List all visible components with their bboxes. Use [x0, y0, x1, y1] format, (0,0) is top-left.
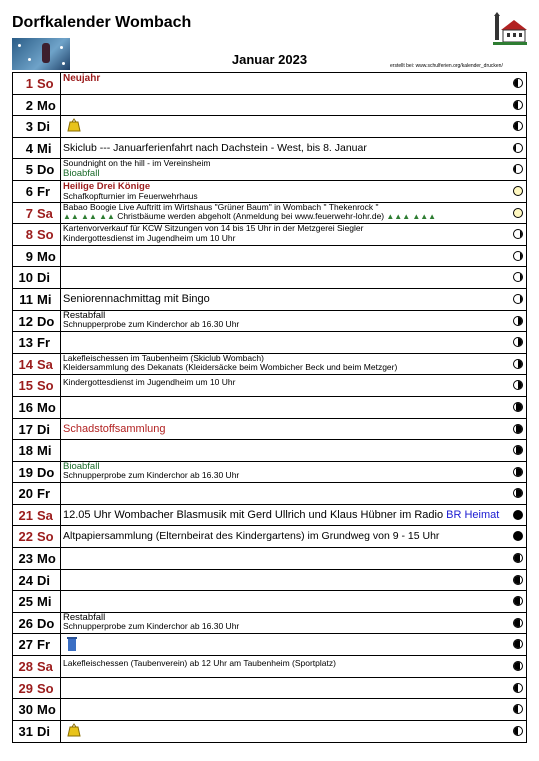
- day-events: [63, 699, 504, 720]
- moon-phase-icon: [513, 704, 523, 714]
- weekday-label: So: [35, 73, 61, 94]
- event-text: Kindergottesdienst im Jugendheim um 10 Uhr: [63, 377, 236, 388]
- event-text: Schafkopfturnier im Feuerwehrhaus: [63, 190, 198, 201]
- day-number: 23: [18, 551, 33, 567]
- calendar-day-row: [12, 721, 527, 743]
- day-events: [63, 462, 504, 483]
- event-text: Restabfall: [63, 310, 106, 321]
- moon-phase-icon: [513, 380, 523, 390]
- moon-phase-icon: [513, 294, 523, 304]
- event-text: Lakefleischessen im Taubenheim (Skiclub Wombach): [63, 353, 264, 363]
- snow-dot: [18, 44, 21, 47]
- moon-phase-icon: [513, 553, 523, 563]
- day-events: [63, 267, 504, 288]
- calendar-day-row: [12, 656, 527, 678]
- moon-phase-icon: [513, 316, 523, 326]
- event-text: Altpapiersammlung (Elternbeirat des Kindergartens) im Grundweg von 9 - 15 Uhr: [63, 530, 440, 543]
- weekday-label: So: [35, 375, 61, 396]
- day-number: 16: [18, 399, 33, 415]
- day-number: 10: [18, 270, 33, 286]
- day-number: 30: [18, 702, 33, 718]
- weekday-label: So: [35, 678, 61, 699]
- calendar-day-row: [12, 483, 527, 505]
- day-number: 15: [18, 378, 33, 394]
- weekday-label: Fr: [35, 332, 61, 353]
- weekday-label: Mi: [35, 138, 61, 159]
- calendar-day-row: [12, 311, 527, 333]
- tree-icon: ▲▲▲ ▲▲▲: [384, 212, 437, 222]
- event-text: Bioabfall: [63, 167, 100, 179]
- calendar-day-row: [12, 548, 527, 570]
- weekday-label: Do: [35, 613, 61, 634]
- day-events: [63, 721, 504, 742]
- event-text: Soundnight on the hill - im Vereinsheim: [63, 159, 211, 169]
- event-text: Bioabfall: [63, 461, 100, 472]
- event-text: Kindergottesdienst im Jugendheim um 10 Uhr: [63, 232, 236, 243]
- event-text: Skiclub --- Januarferienfahrt nach Dachstein - West, bis 8. Januar: [63, 141, 367, 154]
- moon-phase-icon: [513, 229, 523, 239]
- weekday-label: Mo: [35, 548, 61, 569]
- event-text: Restabfall: [63, 612, 106, 623]
- weekday-label: Di: [35, 721, 61, 742]
- calendar-day-row: [12, 613, 527, 635]
- calendar-day-row: [12, 267, 527, 289]
- day-events: [63, 570, 504, 591]
- calendar-day-row: [12, 634, 527, 656]
- event-text: Lakefleischessen (Taubenverein) ab 12 Uhr am Taubenheim (Sportplatz): [63, 658, 336, 669]
- day-events: [63, 548, 504, 569]
- calendar-day-row: [12, 73, 527, 95]
- day-events: [63, 613, 504, 634]
- day-events: [63, 95, 504, 116]
- calendar-day-row: [12, 116, 527, 138]
- event-text: 12.05 Uhr Wombacher Blasmusik mit Gerd Ullrich und Klaus Hübner im Radio BR Heimat: [63, 508, 500, 521]
- weekday-label: Di: [35, 419, 61, 440]
- weekday-label: Sa: [35, 354, 61, 375]
- moon-phase-icon: [513, 467, 523, 477]
- day-number: 19: [18, 464, 33, 480]
- day-events: [63, 73, 504, 94]
- event-text: Kleidersammlung des Dekanats (Kleidersäcke beim Wombicher Beck und beim Metzger): [63, 362, 398, 373]
- day-number: 25: [18, 594, 33, 610]
- weekday-label: Fr: [35, 181, 61, 202]
- moon-phase-icon: [513, 143, 523, 153]
- day-events: [63, 354, 504, 375]
- moon-phase-icon: [513, 402, 523, 412]
- radio-station-label: BR Heimat: [446, 508, 500, 521]
- moon-phase-icon: [513, 661, 523, 671]
- day-number: 27: [18, 637, 33, 653]
- calendar-day-row: [12, 699, 527, 721]
- event-text: ▲▲ ▲▲ ▲▲ Christbäume werden abgeholt (Anmeldung bei www.feuerwehr-lohr.de) ▲▲▲ ▲▲▲: [63, 211, 437, 222]
- village-logo-icon: [493, 12, 527, 46]
- calendar-day-row: [12, 332, 527, 354]
- event-text: Seniorennachmittag mit Bingo: [63, 292, 210, 305]
- day-number: 1: [25, 76, 33, 91]
- moon-phase-icon: [513, 186, 523, 196]
- day-events: [63, 483, 504, 504]
- day-number: 22: [18, 529, 33, 545]
- day-number: 24: [18, 572, 33, 588]
- day-events: [63, 311, 504, 332]
- event-text: Heilige Drei Könige: [63, 180, 151, 192]
- weekday-label: Di: [35, 116, 61, 137]
- weekday-label: Mo: [35, 397, 61, 418]
- day-events: [63, 332, 504, 353]
- moon-phase-icon: [513, 359, 523, 369]
- day-number: 12: [18, 313, 33, 329]
- moon-phase-icon: [513, 208, 523, 218]
- day-number: 29: [18, 680, 33, 696]
- calendar-day-row: [12, 397, 527, 419]
- page-title: Dorfkalender Wombach: [12, 14, 192, 31]
- moon-phase-icon: [513, 531, 523, 541]
- weekday-label: Mi: [35, 440, 61, 461]
- day-events: [63, 397, 504, 418]
- weekday-label: Sa: [35, 505, 61, 526]
- day-number: 20: [18, 486, 33, 502]
- calendar-day-row: [12, 570, 527, 592]
- day-number: 9: [25, 248, 33, 264]
- moon-phase-icon: [513, 575, 523, 585]
- event-text: Neujahr: [63, 73, 101, 84]
- weekday-label: So: [35, 224, 61, 245]
- day-number: 2: [25, 97, 33, 113]
- event-text: Kartenvorverkauf für KCW Sitzungen von 14 bis 15 Uhr in der Metzgerei Siegler: [63, 224, 364, 234]
- day-events: [63, 116, 504, 137]
- moon-phase-icon: [513, 596, 523, 606]
- moon-phase-icon: [513, 510, 523, 520]
- moon-phase-icon: [513, 445, 523, 455]
- day-events: [63, 181, 504, 202]
- day-events: [63, 138, 504, 159]
- calendar-day-row: [12, 159, 527, 181]
- day-number: 8: [25, 227, 33, 243]
- day-events: [63, 203, 504, 224]
- moon-phase-icon: [513, 164, 523, 174]
- weekday-label: Mo: [35, 699, 61, 720]
- day-events: [63, 658, 504, 677]
- credit-text: erstellt bei: www.schulferien.org/kalender_drucken/: [390, 63, 503, 69]
- day-events: [63, 246, 504, 267]
- event-text: Schnupperprobe zum Kinderchor ab 16.30 Uhr: [63, 470, 240, 481]
- day-events: [63, 634, 504, 655]
- calendar-day-row: [12, 526, 527, 548]
- day-number: 6: [25, 183, 33, 199]
- weekday-label: Mi: [35, 289, 61, 310]
- calendar-day-row: [12, 591, 527, 613]
- calendar-day-row: [12, 678, 527, 700]
- snow-dot: [60, 46, 63, 49]
- day-events: [63, 377, 504, 396]
- weekday-label: Mi: [35, 591, 61, 612]
- weekday-label: Mo: [35, 246, 61, 267]
- day-events: [63, 440, 504, 461]
- moon-phase-icon: [513, 488, 523, 498]
- weekday-label: Fr: [35, 634, 61, 655]
- moon-phase-icon: [513, 121, 523, 131]
- day-number: 21: [18, 507, 33, 523]
- calendar-grid: [12, 72, 527, 743]
- weekday-label: Mo: [35, 95, 61, 116]
- calendar-day-row: [12, 138, 527, 160]
- calendar-day-row: [12, 505, 527, 527]
- yellow-bag-icon: [67, 118, 81, 132]
- day-events: [63, 526, 504, 547]
- day-events: [63, 159, 504, 180]
- day-number: 31: [18, 723, 33, 739]
- moon-phase-icon: [513, 337, 523, 347]
- calendar-day-row: [12, 246, 527, 268]
- calendar-day-row: [12, 354, 527, 376]
- day-number: 11: [19, 291, 33, 307]
- weekday-label: So: [35, 526, 61, 547]
- calendar-day-row: [12, 419, 527, 441]
- month-heading: Januar 2023: [231, 52, 308, 67]
- moon-phase-icon: [513, 726, 523, 736]
- moon-phase-icon: [513, 78, 523, 88]
- moon-phase-icon: [513, 683, 523, 693]
- yellow-bag-icon: [67, 723, 81, 737]
- day-number: 18: [18, 443, 33, 459]
- weekday-label: Di: [35, 267, 61, 288]
- day-number: 4: [25, 140, 33, 156]
- day-number: 26: [18, 615, 33, 631]
- day-events: [63, 505, 504, 526]
- calendar-day-row: [12, 375, 527, 397]
- calendar-day-row: [12, 289, 527, 311]
- event-text: Schnupperprobe zum Kinderchor ab 16.30 Uhr: [63, 319, 240, 330]
- calendar-day-row: [12, 203, 527, 225]
- weekday-label: Do: [35, 159, 61, 180]
- moon-phase-icon: [513, 100, 523, 110]
- calendar-day-row: [12, 440, 527, 462]
- day-events: [63, 224, 504, 245]
- event-text: Schadstoffsammlung: [63, 422, 166, 435]
- day-number: 13: [18, 335, 33, 351]
- tree-icon: ▲▲ ▲▲ ▲▲: [63, 212, 118, 222]
- weekday-label: Do: [35, 311, 61, 332]
- weekday-label: Sa: [35, 203, 61, 224]
- weekday-label: Di: [35, 570, 61, 591]
- event-text: Babao Boogie Live Auftritt im Wirtshaus "Grüner Baum" in Wombach " Thekenrock ": [63, 202, 379, 212]
- event-text: Schnupperprobe zum Kinderchor ab 16.30 Uhr: [63, 621, 240, 632]
- moon-phase-icon: [513, 272, 523, 282]
- calendar-day-row: [12, 181, 527, 203]
- day-number: 7: [25, 205, 33, 221]
- weekday-label: Fr: [35, 483, 61, 504]
- weekday-label: Do: [35, 462, 61, 483]
- day-events: [63, 419, 504, 440]
- day-events: [63, 289, 504, 310]
- day-events: [63, 591, 504, 612]
- day-number: 28: [18, 659, 33, 675]
- moon-phase-icon: [513, 251, 523, 261]
- calendar-day-row: [12, 462, 527, 484]
- day-number: 5: [25, 162, 33, 178]
- calendar-day-row: [12, 95, 527, 117]
- moon-phase-icon: [513, 424, 523, 434]
- calendar-day-row: [12, 224, 527, 246]
- blue-bin-icon: [67, 636, 77, 651]
- day-number: 3: [25, 119, 33, 135]
- moon-phase-icon: [513, 618, 523, 628]
- weekday-label: Sa: [35, 656, 61, 677]
- moon-phase-icon: [513, 639, 523, 649]
- day-number: 14: [18, 356, 33, 372]
- day-events: [63, 678, 504, 699]
- day-number: 17: [18, 421, 33, 437]
